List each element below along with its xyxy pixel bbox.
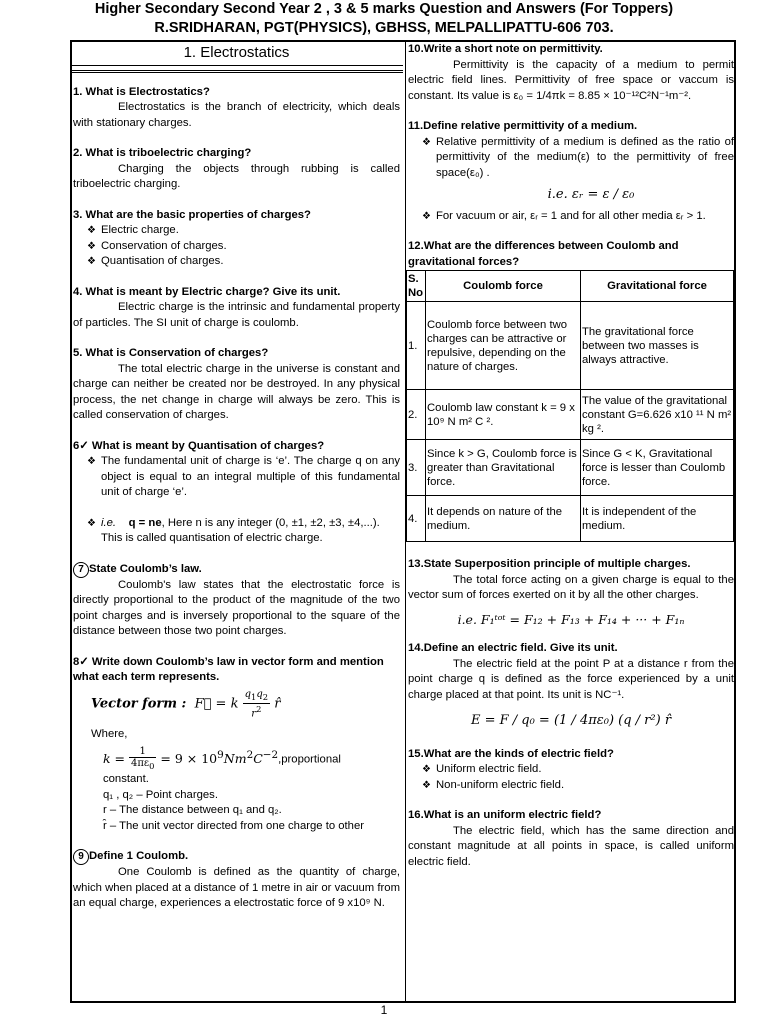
list-item: ❖ Conservation of charges.: [89, 239, 400, 255]
answer-4: Electric charge is the intrinsic and fundamental property of particles. The SI unit of charge is coulomb.: [73, 301, 400, 329]
check-mark-icon: ✓: [79, 439, 89, 452]
column-header: S. No: [407, 271, 426, 302]
header-line-2: R.SRIDHARAN, PGT(PHYSICS), GBHSS, MELPALLIPATTU-606 703.: [154, 20, 614, 36]
fraction: $\frac{q_1q_2}{r^2}$: [244, 688, 269, 719]
answer-16: The electric field, which has the same direction and constant magnitude at all points in space, is called uniform electric field.: [408, 824, 734, 868]
field-kinds-list: [408, 762, 734, 793]
quantisation-list: [73, 454, 400, 501]
check-mark-icon: ✓: [79, 655, 89, 668]
column-header: Coulomb force: [426, 271, 581, 302]
table-row: 3. Since k > G, Coulomb force is greater than Gravitational force. Since G < K, Gravitational force is lesser than Coulomb force.: [407, 440, 734, 496]
relative-permittivity-equation: i.e. εᵣ = ε / ε₀: [547, 187, 635, 202]
question-11: 11.Define relative permittivity of a medium.: [408, 120, 638, 132]
question-12: 12.What are the differences between Coulomb and gravitational forces?: [408, 240, 679, 268]
circled-number: 9: [73, 849, 89, 865]
question-15: 15.What are the kinds of electric field?: [408, 747, 614, 760]
answer-9: One Coulomb is defined as the quantity of charge, which when placed at a distance of 1 metre in air or vacuum from an equal charge, experiences a electrostatic force of 9 x10⁹ N.: [73, 866, 400, 910]
question-2: 2. What is triboelectric charging?: [73, 147, 252, 159]
list-item: ❖ Non-uniform electric field.: [424, 778, 734, 794]
table-header-row: [407, 271, 734, 302]
table-row: 1. Coulomb force between two charges can be attractive or repulsive, depending on the nature of charges. The gravitational force between two masses is always attractive.: [407, 302, 734, 390]
superposition-equation: i.e. F₁ᵗᵒᵗ = F₁₂ + F₁₃ + F₁₄ + ··· + F₁ₙ: [457, 611, 685, 627]
quantisation-list-2: [73, 516, 400, 547]
question-5: 5. What is Conservation of charges?: [73, 347, 269, 359]
question-13: 13.State Superposition principle of multiple charges.: [408, 558, 691, 570]
answer-1: Electrostatics is the branch of electricity, which deals with stationary charges.: [73, 101, 400, 129]
question-number: 6: [73, 439, 80, 452]
answer-7: Coulomb's law states that the electrostatic force is directly proportional to the product of the magnitude of the two point charges and is inversely proportional to the square of the distance between those two point charges.: [73, 578, 400, 637]
question-number: 12: [408, 240, 421, 252]
column-header: Gravitational force: [581, 271, 734, 302]
vacuum-list: [408, 209, 734, 225]
question-number: 8: [73, 655, 80, 668]
vector-form-equation: Vector form : F⃗ = k $\frac{q_1q_2}{r^2}$ r̂: [91, 688, 281, 719]
title-rule: [70, 70, 403, 73]
relative-permittivity-list: [408, 135, 734, 182]
electric-field-equation: E = F / q₀ = (1 / 4πε₀) (q / r²) r̂: [470, 713, 672, 728]
question-1: 1. What is Electrostatics?: [73, 85, 210, 98]
question-number: 14: [408, 642, 421, 654]
answer-2: Charging the objects through rubbing is called triboelectric charging.: [73, 162, 400, 190]
list-item: ❖ For vacuum or air, εᵣ = 1 and for all other media εᵣ > 1.: [424, 209, 734, 225]
question-number: 13: [408, 558, 421, 570]
header-line-1: Higher Secondary Second Year 2 , 3 & 5 marks Question and Answers (For Toppers): [94, 1, 674, 17]
question-9: 9 Define 1 Coulomb.: [73, 849, 400, 865]
left-column: [73, 42, 400, 912]
term-r: r – The distance between q₁ and q₂.: [103, 804, 282, 817]
k-definition: k = $\frac{1}{4\pi\varepsilon_0}$ = $9 \times 10^9Nm^2C^{-2},proportional$: [103, 746, 341, 772]
list-item: ❖ Relative permittivity of a medium is defined as the ratio of permittivity of the medium(ε) to the permittivity of free space(ε₀) .: [424, 135, 734, 182]
term-q: q₁ , q₂ – Point charges.: [103, 788, 218, 801]
answer-13: The total force acting on a given charge is equal to the vector sum of forces exerted on it by all the other charges.: [408, 573, 734, 601]
list-item: ❖ The fundamental unit of charge is ‘e’. The charge q on any object is equal to an integral multiple of this fundamental unit of charge ‘e’.: [89, 454, 400, 501]
circled-number: 7: [73, 562, 89, 578]
table-row: 2. Coulomb law constant k = 9 x 10⁹ N m² C ². The value of the gravitational constant G=6.626 x10 ¹¹ N m² kg ².: [407, 390, 734, 440]
question-14: 14.Define an electric field. Give its unit.: [408, 642, 618, 654]
question-16: 16.What is an uniform electric field?: [408, 809, 602, 821]
question-6: 6✓ What is meant by Quantisation of charges?: [73, 439, 325, 452]
question-3: 3. What are the basic properties of charges?: [73, 208, 311, 221]
list-item: ❖ Quantisation of charges.: [89, 254, 400, 270]
list-item: ❖ Electric charge.: [89, 223, 400, 239]
question-8: 8✓ Write down Coulomb’s law in vector form and mention what each term represents.: [73, 655, 384, 683]
table-row: 4. It depends on nature of the medium. It is independent of the medium.: [407, 496, 734, 542]
properties-list: [73, 223, 400, 270]
list-item: ❖ i.e. q = ne, Here n is any integer (0, ±1, ±2, ±3, ±4,...). This is called quantisation of electric charge.: [89, 516, 400, 547]
right-column: [408, 42, 734, 870]
question-7: 7 State Coulomb’s law.: [73, 562, 400, 578]
list-item: ❖ Uniform electric field.: [424, 762, 734, 778]
where-label: Where,: [91, 727, 128, 740]
comparison-table: [406, 270, 734, 542]
term-rhat: r̂ – The unit vector directed from one charge to other: [103, 819, 365, 832]
page-number: 1: [380, 1003, 388, 1017]
answer-5: The total electric charge in the universe is constant and charge can neither be created nor be destroyed. In any physical process, the net change in charge will always be zero. This is called conservation of charges.: [73, 362, 400, 421]
question-10: 10.Write a short note on permittivity.: [408, 43, 603, 55]
chapter-title: 1. Electrostatics: [70, 42, 403, 66]
answer-10: Permittivity is the capacity of a medium to permit electric field lines. Permittivity of free space or vaccum is constant. Its value is ε₀ = 1/4πk = 8.85 × 10⁻¹²C²N⁻¹m⁻².: [408, 58, 734, 102]
answer-14: The electric field at the point P at a distance r from the point charge q is defined as the force experienced by a unit charge placed at that point. Its unit is NC⁻¹.: [408, 657, 734, 701]
constant-label: constant.: [103, 773, 149, 786]
question-4: 4. What is meant by Electric charge? Give its unit.: [73, 285, 341, 298]
